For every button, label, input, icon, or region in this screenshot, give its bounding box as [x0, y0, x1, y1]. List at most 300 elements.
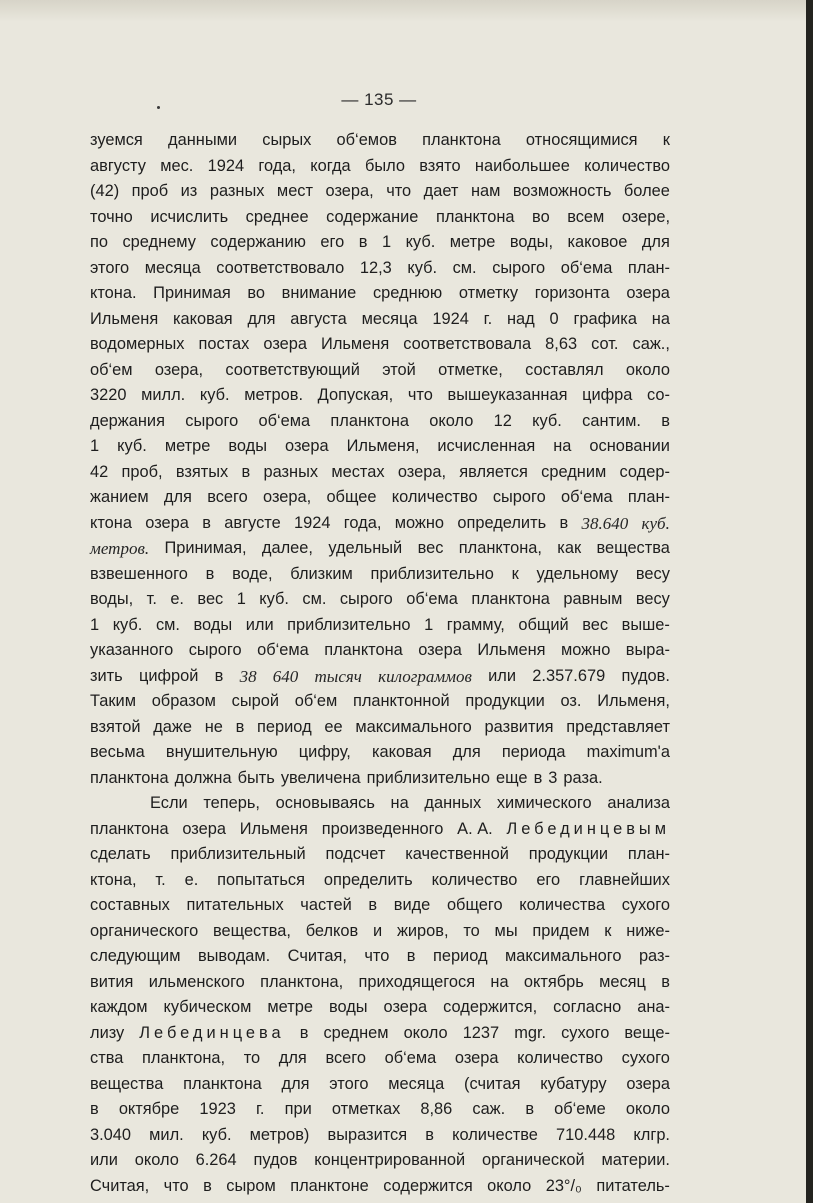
word: каковое	[567, 233, 628, 251]
word: 0	[549, 309, 559, 328]
word: т.	[146, 590, 157, 608]
word: к	[662, 131, 670, 149]
word: об‘ем	[90, 360, 133, 379]
word: на	[651, 309, 670, 328]
word: внимание	[281, 284, 357, 302]
word: лизу	[90, 1023, 125, 1042]
word: раз-	[638, 947, 670, 965]
word: 42	[90, 462, 109, 481]
word: куб.	[407, 258, 438, 277]
word: количество	[431, 870, 518, 889]
text-line	[90, 256, 670, 282]
word: сделать	[90, 845, 151, 863]
word: метре	[164, 437, 211, 455]
word: воды	[328, 998, 368, 1016]
word: равным	[563, 590, 623, 608]
word: приблизительный	[170, 845, 306, 863]
word: приблизительно	[366, 768, 491, 787]
word: зить	[90, 666, 123, 685]
word: 12,3	[359, 258, 392, 277]
word: Таким	[90, 692, 136, 710]
word: в	[90, 1100, 99, 1118]
word: месяца	[144, 258, 201, 277]
word: питательных	[186, 896, 284, 914]
word: куб.	[201, 1125, 232, 1144]
word: озера	[182, 819, 226, 838]
word: планктона	[471, 590, 550, 608]
word: сухого	[561, 1023, 610, 1042]
word: планктона	[422, 131, 501, 149]
word: около	[429, 411, 474, 430]
word: озера,	[154, 360, 204, 379]
word: августа	[290, 309, 347, 328]
word: основываясь	[275, 794, 375, 812]
word: приходящегося	[358, 972, 476, 991]
word: удельный	[328, 539, 403, 557]
text-line	[90, 664, 670, 690]
word: концентрированной	[314, 1151, 466, 1169]
word: куб.	[117, 437, 147, 455]
text-line	[90, 281, 670, 307]
word: в	[358, 233, 368, 251]
word: содержанию	[210, 233, 306, 251]
text-line	[90, 638, 670, 664]
word: к	[604, 921, 612, 940]
text-line	[90, 230, 670, 256]
word: т.	[155, 870, 166, 889]
word: количество	[584, 156, 670, 175]
word: планктона	[324, 641, 403, 659]
word: см.	[452, 258, 477, 277]
word: жанием	[90, 488, 149, 506]
word: 12	[493, 411, 512, 430]
word: количестве	[452, 1125, 538, 1144]
word: об‘ема	[258, 411, 311, 430]
word: взятой	[90, 717, 141, 736]
word: со-	[647, 386, 670, 404]
word: мест	[276, 182, 314, 200]
word: веще-	[624, 1023, 670, 1042]
word: этого	[90, 258, 130, 277]
word: озера,	[397, 462, 446, 481]
word: Принимая	[153, 284, 231, 302]
word: планктона	[90, 768, 169, 787]
word: оз.	[560, 692, 582, 710]
word: взято	[419, 156, 461, 175]
word: года,	[258, 156, 296, 175]
word: материи.	[601, 1151, 670, 1169]
word: саж.	[472, 1100, 506, 1118]
word: в	[299, 1023, 309, 1042]
word: в	[406, 947, 416, 965]
word: вес	[582, 615, 609, 634]
word: мы	[494, 921, 518, 940]
word: на	[553, 437, 572, 455]
word: содер-	[619, 462, 670, 481]
word: над	[506, 309, 535, 328]
word: придем	[532, 921, 590, 940]
word: пудов	[253, 1151, 298, 1169]
word: около	[487, 1176, 532, 1195]
word: сырого	[185, 411, 239, 430]
word: воды,	[509, 233, 554, 251]
word: согласно	[553, 998, 622, 1016]
word: озера	[454, 1049, 499, 1067]
word: данными	[168, 131, 238, 149]
word: указанного	[90, 641, 174, 659]
word: план-	[627, 845, 670, 863]
word: даже	[153, 717, 192, 736]
word: для	[452, 743, 481, 761]
word: что	[386, 182, 412, 200]
text-line	[90, 1174, 670, 1200]
word: зуемся	[90, 131, 143, 149]
page-number: — 135 —	[341, 90, 417, 109]
word: данных	[424, 794, 482, 812]
word: об‘ема	[560, 258, 613, 277]
word: средним	[541, 462, 607, 481]
word: см.	[155, 615, 180, 634]
word: об‘ема	[257, 641, 309, 659]
text-line	[90, 766, 670, 792]
word: в	[525, 1100, 535, 1118]
text-line	[90, 434, 670, 460]
word: в	[533, 768, 543, 787]
word: вес	[417, 539, 444, 557]
word: об‘еме	[554, 1100, 606, 1118]
word: метре	[449, 233, 496, 251]
word: всего	[207, 488, 248, 506]
word: месяца	[388, 1074, 445, 1093]
text-line	[90, 562, 670, 588]
word: удельному	[536, 564, 619, 583]
word: 1237	[462, 1023, 500, 1042]
word: представляет	[566, 717, 670, 736]
text-line	[90, 179, 670, 205]
word: наибольшее	[474, 156, 570, 175]
word: и	[373, 921, 383, 940]
word: в	[205, 564, 215, 583]
word: клгр.	[633, 1125, 670, 1144]
word: органической	[482, 1151, 585, 1169]
word: исчислить	[150, 207, 229, 226]
word: около	[625, 1100, 670, 1118]
word: для	[247, 309, 276, 328]
word: 1	[90, 437, 100, 455]
word: к	[511, 564, 519, 583]
text-line	[90, 1021, 670, 1047]
word: кубатуру	[540, 1074, 607, 1093]
text-line	[90, 740, 670, 766]
word: далее,	[261, 539, 313, 557]
text-line	[90, 893, 670, 919]
word: сухого	[621, 896, 670, 914]
word: воде,	[232, 564, 273, 583]
word: планктона,	[458, 539, 542, 557]
word: соответствующий	[225, 360, 360, 379]
word: разных	[263, 462, 319, 481]
word: в	[235, 717, 245, 736]
text-line	[90, 536, 670, 562]
word: максимального	[355, 717, 472, 736]
word: вития	[90, 972, 134, 991]
word: количества	[519, 896, 606, 914]
word: постах	[198, 335, 250, 353]
word: возможность	[512, 182, 612, 200]
word: килограммов	[378, 666, 472, 686]
word: Ильменя	[90, 309, 159, 328]
word: вышеуказанная	[447, 386, 568, 404]
word: из	[180, 182, 198, 200]
word: в	[203, 1176, 212, 1195]
word: 710.448	[556, 1125, 616, 1144]
word: следующим	[90, 947, 181, 965]
word: для	[281, 1074, 310, 1093]
word: Ильменя	[239, 819, 308, 838]
word: планктона	[330, 411, 409, 430]
word: 1	[424, 615, 434, 634]
text-line	[90, 358, 670, 384]
text-line	[90, 460, 670, 486]
word: воды	[193, 615, 233, 634]
word: около	[625, 360, 670, 379]
word: этой	[382, 360, 416, 379]
word: еще	[496, 768, 528, 787]
text-line	[90, 970, 670, 996]
text-line	[90, 128, 670, 154]
text-line	[90, 409, 670, 435]
word: 8,63	[545, 335, 578, 353]
word: ее	[324, 717, 343, 736]
text-line	[90, 1148, 670, 1174]
word: весу	[635, 590, 670, 608]
word: соответствовало	[216, 258, 345, 277]
word: Ильменя	[321, 335, 390, 353]
word: среднее	[245, 207, 309, 226]
word: в	[661, 972, 670, 991]
word: Считая,	[287, 947, 347, 965]
word: в	[425, 1125, 434, 1144]
word: куб.	[199, 386, 230, 404]
word: куб.	[641, 513, 670, 533]
word: попытаться	[217, 870, 305, 889]
word: в	[214, 666, 224, 685]
word: взятых	[175, 462, 229, 481]
word: об‘ема	[384, 1049, 437, 1067]
word: нам	[470, 182, 501, 200]
word: продукции	[465, 692, 545, 710]
word: месяц	[599, 972, 646, 991]
word: 1	[236, 590, 246, 608]
word: Принимая,	[164, 539, 247, 557]
word: проб	[131, 182, 169, 200]
word: весу	[635, 564, 670, 583]
word: около	[403, 1023, 448, 1042]
word: в	[368, 896, 378, 914]
word: ства	[90, 1049, 124, 1067]
word: вещества	[90, 1074, 164, 1093]
word: можно	[560, 641, 611, 659]
word: каждом	[90, 998, 148, 1016]
word: ктона.	[90, 284, 137, 302]
word: определить	[323, 870, 413, 889]
word: 3.040	[90, 1125, 132, 1144]
word: в	[241, 462, 251, 481]
word: в	[559, 513, 569, 532]
word: озера,	[263, 488, 312, 506]
word: сырой	[231, 692, 280, 710]
word: является	[459, 462, 528, 481]
word: цифру,	[298, 743, 351, 761]
page-edge-shadow	[0, 0, 806, 22]
word: пудов.	[621, 666, 670, 685]
word: озера,	[325, 182, 374, 200]
word: 1	[90, 615, 100, 634]
word: на	[390, 794, 409, 812]
author-initials: А. А.	[457, 819, 493, 838]
word: образом	[151, 692, 216, 710]
word: то	[243, 1049, 261, 1067]
word: месяца	[361, 309, 418, 328]
word: планктона	[183, 1074, 262, 1093]
word: озера	[263, 335, 308, 353]
word: в	[202, 513, 211, 532]
word: куб.	[112, 615, 143, 634]
word: (42)	[90, 182, 120, 200]
word: об‘ем	[294, 692, 338, 710]
word: вещества,	[213, 921, 291, 940]
word: сырого	[492, 258, 546, 277]
author-name: Лебединцева	[139, 1023, 285, 1042]
word: сот.	[591, 335, 619, 353]
text-line	[90, 715, 670, 741]
word: планктонной	[352, 692, 450, 710]
word: план-	[627, 258, 670, 277]
word: каковая	[371, 743, 432, 761]
word: планктона	[435, 207, 515, 226]
word: Допуская,	[317, 386, 394, 404]
word: определить	[457, 513, 547, 532]
word: Если	[150, 794, 188, 812]
word: Считая,	[90, 1176, 150, 1195]
word: сырого	[339, 590, 393, 608]
word: планктона	[90, 819, 169, 838]
word: местах	[331, 462, 385, 481]
word: приблизительно	[287, 615, 411, 634]
word: раза.	[563, 768, 603, 787]
word: метров.	[244, 386, 304, 404]
word: главнейших	[579, 870, 670, 889]
word: вещества	[596, 539, 670, 557]
word: взвешенного	[90, 564, 188, 583]
word: соответствовала	[403, 335, 532, 353]
word: то	[463, 921, 480, 940]
word: весьма	[90, 743, 145, 761]
word: периода	[501, 743, 566, 761]
word: более	[623, 182, 670, 200]
word: 3220	[90, 386, 127, 404]
word: содержится	[383, 1176, 473, 1195]
word: быть	[237, 768, 275, 787]
word: держания	[90, 411, 165, 430]
text-line	[90, 995, 670, 1021]
word: как	[557, 539, 582, 557]
word: октябре	[118, 1100, 180, 1118]
word: продукции	[528, 845, 609, 863]
word: общее	[326, 488, 377, 506]
word: период	[257, 717, 312, 736]
word: во	[247, 284, 265, 302]
word: выше-	[621, 615, 670, 634]
word: ана-	[637, 998, 670, 1016]
word: сыром	[226, 1176, 276, 1195]
word: можно	[394, 513, 445, 532]
italic-word: метров.	[90, 539, 150, 558]
word: озера	[418, 641, 462, 659]
word: во	[532, 207, 550, 226]
word: или	[488, 666, 517, 685]
word: maximum'a	[586, 743, 670, 761]
text-line	[90, 817, 670, 843]
word: тысяч	[314, 666, 362, 686]
word: озера	[145, 513, 189, 532]
word: этого	[329, 1074, 369, 1093]
text-line	[90, 332, 670, 358]
word: сырых	[262, 131, 312, 149]
word: не	[204, 717, 223, 736]
word: относящимися	[525, 131, 638, 149]
word: точно	[90, 207, 133, 226]
word: цифра	[582, 386, 633, 404]
text-line	[90, 511, 670, 537]
word: выра-	[625, 641, 670, 659]
word: количество	[517, 1049, 603, 1067]
word: воды	[228, 437, 268, 455]
text-line	[90, 1097, 670, 1123]
word: органического	[90, 921, 199, 940]
word: количество	[391, 488, 478, 506]
word: среднем	[323, 1023, 389, 1042]
word: октябрь	[523, 972, 584, 991]
word: жиров,	[396, 921, 449, 940]
word: грамму,	[446, 615, 505, 634]
text-line	[90, 154, 670, 180]
word: ильменского	[148, 972, 245, 991]
word: общего	[446, 896, 503, 914]
word: при	[284, 1100, 312, 1118]
word: или	[90, 1151, 118, 1169]
word: его	[536, 870, 561, 889]
text-line	[90, 919, 670, 945]
word: химического	[496, 794, 592, 812]
word: 8,86	[420, 1100, 453, 1118]
text-line	[90, 383, 670, 409]
text-line	[90, 791, 670, 817]
word: г.	[483, 309, 493, 328]
word: период	[432, 947, 488, 965]
text-line	[90, 205, 670, 231]
word: максимального	[505, 947, 622, 965]
word: 1924	[294, 513, 331, 532]
word: водомерных	[90, 335, 185, 353]
word: по	[90, 233, 108, 251]
word: сантим.	[582, 411, 641, 430]
word: куб.	[532, 411, 562, 430]
word: 640	[272, 666, 299, 686]
text-line	[90, 689, 670, 715]
text-line	[90, 485, 670, 511]
word: питатель-	[596, 1176, 670, 1195]
